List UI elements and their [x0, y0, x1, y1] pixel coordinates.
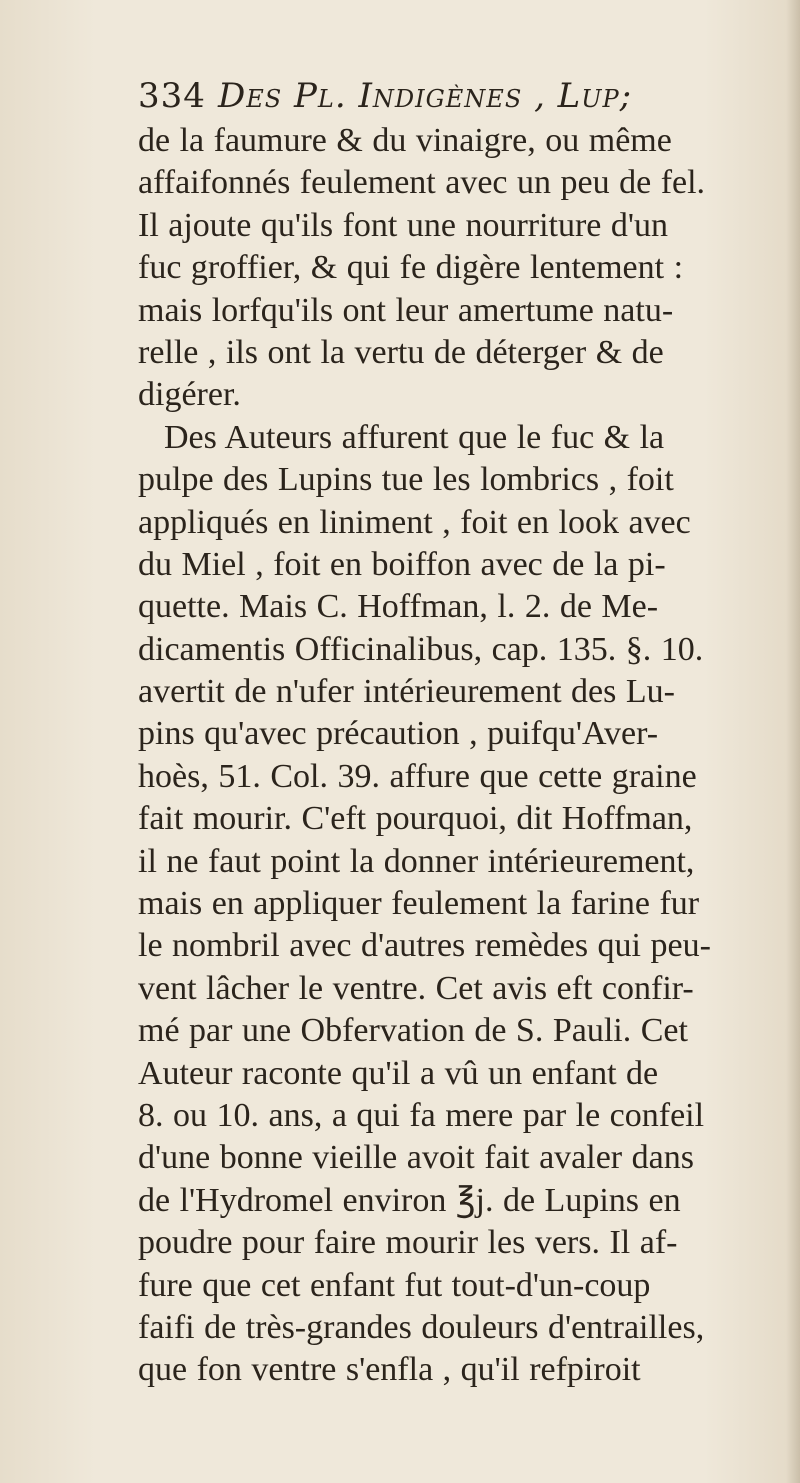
text-line: de l'Hydromel environ ℥j. de Lupins en [138, 1181, 681, 1219]
text-line: vent lâcher le ventre. Cet avis eft confir- [138, 969, 694, 1007]
text-line: poudre pour faire mourir les vers. Il af- [138, 1224, 678, 1262]
text-line: fure que cet enfant fut tout-d'un-coup [138, 1266, 651, 1304]
body-text [138, 120, 793, 1392]
text-line: appliqués en liniment , foit en look avec [138, 503, 691, 541]
text-line: fait mourir. C'eft pourquoi, dit Hoffman, [138, 800, 693, 838]
text-line: quette. Mais C. Hoffman, l. 2. de Me- [138, 588, 659, 626]
text-line: pulpe des Lupins tue les lombrics , foit [138, 461, 674, 499]
text-line: faifi de très-grandes douleurs d'entrailles, [138, 1308, 705, 1346]
text-line: hoès, 51. Col. 39. affure que cette graine [138, 757, 697, 795]
text-line: Auteur raconte qu'il a vû un enfant de [138, 1054, 659, 1092]
text-line: il ne faut point la donner intérieurement, [138, 842, 695, 880]
text-line: Des Auteurs affurent que le fuc & la [164, 418, 665, 456]
page-number: 334 [138, 76, 206, 116]
text-line: pins qu'avec précaution , puifqu'Aver- [138, 715, 659, 753]
text-line: dicamentis Officinalibus, cap. 135. §. 10. [138, 630, 704, 668]
text-line: le nombril avec d'autres remèdes qui peu- [138, 927, 711, 965]
text-line: mé par une Obfervation de S. Pauli. Cet [138, 1012, 688, 1050]
text-line: de la faumure & du vinaigre, ou même [138, 122, 672, 159]
page-header [138, 76, 778, 120]
text-line: du Miel , foit en boiffon avec de la pi- [138, 545, 666, 583]
text-line: Il ajoute qu'ils font une nourriture d'un [138, 206, 669, 244]
text-line: mais lorfqu'ils ont leur amertume natu- [138, 291, 674, 329]
text-line: digérer. [138, 376, 241, 414]
text-line: relle , ils ont la vertu de déterger & de [138, 333, 664, 371]
text-line: 8. ou 10. ans, a qui fa mere par le confeil [138, 1096, 705, 1134]
text-line: mais en appliquer feulement la farine fur [138, 885, 700, 923]
text-line: fuc groffier, & qui fe digère lentement : [138, 249, 684, 287]
text-line: d'une bonne vieille avoit fait avaler dans [138, 1139, 694, 1177]
text-line: avertit de n'ufer intérieurement des Lu- [138, 673, 675, 711]
text-line: affaifonnés feulement avec un peu de fel. [138, 164, 706, 202]
running-title: Des Pl. Indigènes , Lup; [218, 76, 633, 116]
text-line: que fon ventre s'enfla , qu'il refpiroit [138, 1351, 641, 1389]
